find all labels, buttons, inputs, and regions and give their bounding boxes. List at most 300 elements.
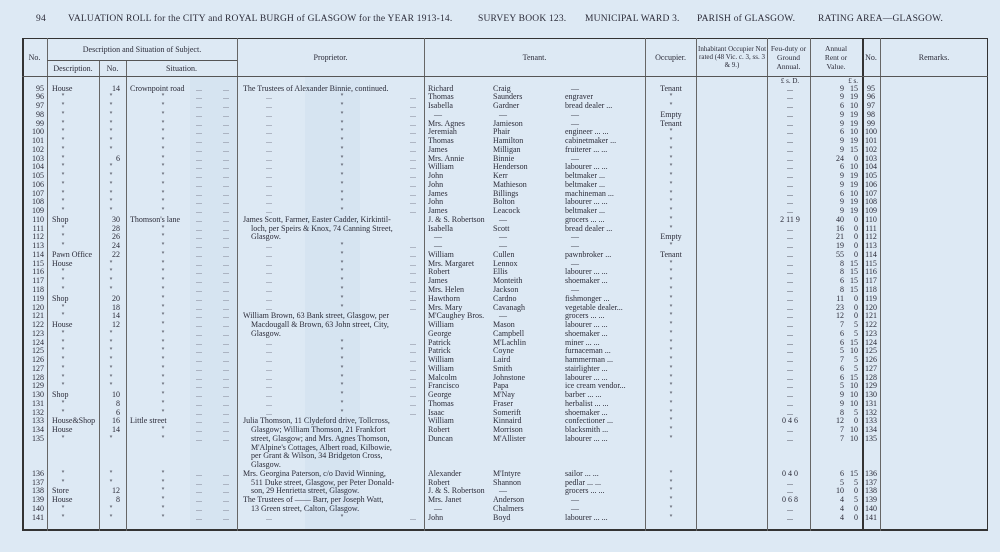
description: ": [61, 328, 65, 338]
proprietor: street, Glasgow; and Mrs. Agnes Thomson,: [251, 433, 390, 443]
occupier: ": [669, 381, 673, 391]
occupier: ": [669, 206, 673, 216]
entry-number: 134: [32, 425, 44, 435]
tenant-first-name: Robert: [428, 425, 450, 435]
occupier: ": [669, 241, 673, 251]
tenant-surname: Papa: [493, 381, 509, 391]
situation: ": [161, 127, 165, 137]
table-row: [0, 320, 1000, 329]
rent-pounds: 5: [840, 346, 844, 356]
situation: ": [161, 284, 165, 294]
feu-duty: 2 11 9: [780, 214, 800, 224]
tenant-first-name: Mrs. Helen: [428, 284, 464, 294]
situation: ": [161, 223, 165, 233]
leader-dots: ...: [196, 171, 202, 181]
rent-pounds: 4: [840, 512, 844, 522]
feu-duty: ...: [787, 232, 793, 242]
rent-shillings: 0: [854, 486, 858, 496]
tenant-occupation: stairlighter ...: [565, 363, 608, 373]
feu-duty: ...: [787, 512, 793, 522]
tenant-occupation: engineer ... ...: [565, 127, 609, 137]
entry-number-right: 141: [865, 512, 877, 522]
entry-number: 117: [32, 276, 44, 286]
header-inhabitant-occupier: Inhabitant Occupier Not rated (48 Vic. c. 3, ss. 3 & 9.): [697, 45, 767, 69]
rent-shillings: 0: [854, 302, 858, 312]
entry-number-right: 104: [865, 162, 877, 172]
description: ": [61, 241, 65, 251]
description: ": [61, 337, 65, 347]
house-number: ": [109, 197, 113, 207]
tenant-surname: —: [499, 109, 507, 119]
rent-pounds: 9: [840, 197, 844, 207]
rent-shillings: 15: [850, 468, 858, 478]
house-number: 22: [112, 249, 120, 259]
rent-pounds: 10: [836, 486, 844, 496]
table-row: [0, 294, 1000, 303]
occupier: ": [669, 363, 673, 373]
entry-number: 97: [36, 101, 44, 111]
leader-dots: ...: [410, 337, 416, 347]
leader-dots: ...: [266, 162, 272, 172]
table-row: [0, 425, 1000, 434]
proprietor: Mrs. Georgina Paterson, c/o David Winning,: [243, 468, 386, 478]
entry-number-right: 111: [865, 223, 877, 233]
leader-dots: ...: [223, 153, 229, 163]
leader-dots: ...: [196, 398, 202, 408]
leader-dots: ...: [410, 144, 416, 154]
rent-pounds: 9: [840, 136, 844, 146]
description: ": [61, 407, 65, 417]
table-row: [0, 119, 1000, 128]
leader-dots: ...: [196, 390, 202, 400]
description: ": [61, 503, 65, 513]
tenant-surname: Henderson: [493, 162, 528, 172]
description: ": [61, 381, 65, 391]
leader-dots: ...: [223, 433, 229, 443]
house-number: ": [109, 328, 113, 338]
header-number: No.: [106, 63, 119, 73]
house-number: ": [109, 258, 113, 268]
leader-dots: ...: [223, 214, 229, 224]
occupier: ": [669, 92, 673, 102]
situation: Little street: [130, 416, 167, 426]
occupier: ": [669, 372, 673, 382]
leader-dots: ...: [410, 512, 416, 522]
leader-dots: ...: [223, 232, 229, 242]
situation: ": [161, 495, 165, 505]
rent-shillings: 0: [854, 293, 858, 303]
house-number: ": [109, 372, 113, 382]
leader-dots: ...: [266, 407, 272, 417]
leader-dots: ...: [223, 83, 229, 93]
leader-dots: ...: [196, 503, 202, 513]
table-row: [0, 478, 1000, 487]
rent-pounds: 9: [840, 390, 844, 400]
proprietor: ": [340, 197, 344, 207]
table-row: [0, 373, 1000, 382]
tenant-surname: Mason: [493, 320, 515, 330]
rent-shillings: 15: [850, 83, 858, 93]
feu-units: £ s. D.: [780, 77, 800, 85]
tenant-surname: Morrison: [493, 425, 523, 435]
leader-dots: ...: [223, 284, 229, 294]
entry-number: 139: [32, 495, 44, 505]
rent-shillings: 19: [850, 206, 858, 216]
table-row: [0, 451, 1000, 460]
tenant-occupation: labourer ... ...: [565, 372, 608, 382]
entry-number: 110: [32, 214, 44, 224]
house-number: 24: [112, 241, 120, 251]
house-number: ": [109, 355, 113, 365]
leader-dots: ...: [266, 136, 272, 146]
leader-dots: ...: [410, 197, 416, 207]
leader-dots: ...: [196, 179, 202, 189]
house-number: ": [109, 363, 113, 373]
table-row: [0, 416, 1000, 425]
tenant-first-name: Patrick: [428, 337, 451, 347]
table-row: [0, 145, 1000, 154]
leader-dots: ...: [410, 258, 416, 268]
rent-pounds: 6: [840, 162, 844, 172]
situation: ": [161, 477, 165, 487]
tenant-occupation: beltmaker ...: [565, 171, 605, 181]
leader-dots: ...: [223, 276, 229, 286]
header-description: Description.: [53, 63, 93, 73]
tenant-occupation: herbalist ... ...: [565, 398, 609, 408]
leader-dots: ...: [196, 188, 202, 198]
feu-duty: ...: [787, 284, 793, 294]
proprietor: ": [340, 109, 344, 119]
entry-number-right: 136: [865, 468, 877, 478]
leader-dots: ...: [196, 495, 202, 505]
proprietor: ": [340, 363, 344, 373]
description: Pawn Office: [52, 249, 93, 259]
entry-number-right: 116: [865, 267, 877, 277]
rent-pounds: 40: [836, 214, 844, 224]
tenant-surname: Boyd: [493, 512, 511, 522]
tenant-occupation: labourer ... ...: [565, 162, 608, 172]
entry-number-right: 102: [865, 144, 877, 154]
feu-duty: ...: [787, 320, 793, 330]
rent-pounds: 8: [840, 267, 844, 277]
tenant-surname: Cardno: [493, 293, 517, 303]
leader-dots: ...: [410, 381, 416, 391]
entry-number-right: 122: [865, 320, 877, 330]
leader-dots: ...: [410, 363, 416, 373]
header-remarks: Remarks.: [918, 52, 950, 62]
leader-dots: ...: [223, 407, 229, 417]
parish: PARISH of GLASGOW.: [697, 14, 796, 24]
leader-dots: ...: [196, 346, 202, 356]
rent-shillings: 15: [850, 144, 858, 154]
proprietor: per Grant & Wilson, 34 Bridgeton Cross,: [251, 451, 383, 461]
tenant-first-name: Robert: [428, 267, 450, 277]
rent-shillings: 10: [850, 381, 858, 391]
tenant-first-name: —: [434, 232, 442, 242]
situation: ": [161, 302, 165, 312]
tenant-first-name: William: [428, 249, 454, 259]
tenant-first-name: Richard: [428, 83, 454, 93]
leader-dots: ...: [223, 398, 229, 408]
leader-dots: ...: [196, 153, 202, 163]
tenant-surname: Smith: [493, 363, 513, 373]
rent-shillings: 15: [850, 337, 858, 347]
house-number: ": [109, 346, 113, 356]
table-row: [0, 460, 1000, 469]
rent-shillings: 10: [850, 188, 858, 198]
table-row: [0, 346, 1000, 355]
feu-duty: ...: [787, 241, 793, 251]
leader-dots: ...: [410, 372, 416, 382]
leader-dots: ...: [410, 407, 416, 417]
entry-number: 128: [32, 372, 44, 382]
description: Shop: [52, 390, 69, 400]
tenant-surname: Kerr: [493, 171, 508, 181]
rent-shillings: 5: [854, 328, 858, 338]
table-row: [0, 84, 1000, 93]
leader-dots: ...: [410, 398, 416, 408]
table-row: [0, 154, 1000, 163]
description: ": [61, 276, 65, 286]
occupier: ": [669, 267, 673, 277]
house-number: 14: [112, 425, 120, 435]
entry-number: 116: [32, 267, 44, 277]
rent-shillings: 5: [854, 407, 858, 417]
entry-number: 130: [32, 390, 44, 400]
occupier: ": [669, 433, 673, 443]
entry-number-right: 95: [867, 83, 875, 93]
proprietor: 13 Green street, Calton, Glasgow.: [251, 503, 360, 513]
leader-dots: ...: [196, 197, 202, 207]
rent-shillings: 19: [850, 179, 858, 189]
occupier: ": [669, 468, 673, 478]
leader-dots: ...: [410, 276, 416, 286]
tenant-occupation: engraver: [565, 92, 593, 102]
leader-dots: ...: [223, 302, 229, 312]
rent-shillings: 10: [850, 101, 858, 111]
rent-pounds: 6: [840, 188, 844, 198]
tenant-occupation: barber ... ...: [565, 390, 602, 400]
feu-duty: ...: [787, 433, 793, 443]
proprietor: ": [340, 267, 344, 277]
tenant-first-name: Jeremiah: [428, 127, 457, 137]
tenant-first-name: Francisco: [428, 381, 460, 391]
rent-shillings: 15: [850, 372, 858, 382]
rent-pounds: 9: [840, 144, 844, 154]
table-row: [0, 276, 1000, 285]
tenant-surname: Jackson: [493, 284, 519, 294]
house-number: ": [109, 118, 113, 128]
leader-dots: ...: [266, 249, 272, 259]
table-row: [0, 390, 1000, 399]
feu-duty: ...: [787, 503, 793, 513]
description: ": [61, 109, 65, 119]
leader-dots: ...: [223, 249, 229, 259]
tenant-first-name: William: [428, 416, 454, 426]
rent-shillings: 10: [850, 346, 858, 356]
situation: ": [161, 486, 165, 496]
leader-dots: ...: [223, 486, 229, 496]
proprietor: Macdougall & Brown, 63 John street, City,: [251, 320, 389, 330]
situation: ": [161, 337, 165, 347]
rent-pounds: 4: [840, 495, 844, 505]
rent-pounds: 5: [840, 477, 844, 487]
tenant-surname: Laird: [493, 355, 511, 365]
leader-dots: ...: [223, 416, 229, 426]
tenant-occupation: grocers ... ...: [565, 214, 605, 224]
leader-dots: ...: [266, 346, 272, 356]
rent-shillings: 0: [854, 241, 858, 251]
tenant-occupation: fruiterer ... ...: [565, 144, 608, 154]
tenant-first-name: M'Caughey Bros.: [428, 311, 485, 321]
tenant-first-name: Hawthorn: [428, 293, 460, 303]
leader-dots: ...: [410, 109, 416, 119]
table-row: [0, 434, 1000, 443]
leader-dots: ...: [410, 92, 416, 102]
table-row: [0, 338, 1000, 347]
rent-pounds: 7: [840, 425, 844, 435]
rent-shillings: 19: [850, 118, 858, 128]
rent-shillings: 19: [850, 92, 858, 102]
leader-dots: ...: [410, 118, 416, 128]
tenant-occupation: —: [571, 118, 579, 128]
entry-number: 113: [32, 241, 44, 251]
entry-number-right: 103: [865, 153, 877, 163]
proprietor: ": [340, 136, 344, 146]
proprietor: ": [340, 276, 344, 286]
tenant-surname: Campbell: [493, 328, 525, 338]
proprietor: ": [340, 127, 344, 137]
rent-pounds: 6: [840, 328, 844, 338]
house-number: ": [109, 284, 113, 294]
rent-shillings: 0: [854, 232, 858, 242]
tenant-surname: Johnstone: [493, 372, 525, 382]
proprietor: son, 29 Henrietta street, Glasgow.: [251, 486, 360, 496]
situation: ": [161, 206, 165, 216]
entry-number-right: 140: [865, 503, 877, 513]
leader-dots: ...: [196, 416, 202, 426]
leader-dots: ...: [266, 372, 272, 382]
occupier: ": [669, 179, 673, 189]
rent-shillings: 15: [850, 267, 858, 277]
description: ": [61, 153, 65, 163]
house-number: ": [109, 144, 113, 154]
occupier: ": [669, 153, 673, 163]
proprietor: ": [340, 337, 344, 347]
entry-number-right: 127: [865, 363, 877, 373]
tenant-occupation: labourer ... ...: [565, 197, 608, 207]
proprietor: ": [340, 346, 344, 356]
leader-dots: ...: [223, 381, 229, 391]
situation: ": [161, 101, 165, 111]
tenant-surname: Scott: [493, 223, 510, 233]
entry-number: 96: [36, 92, 44, 102]
leader-dots: ...: [196, 214, 202, 224]
tenant-surname: —: [499, 214, 507, 224]
entry-number: 98: [36, 109, 44, 119]
occupier: ": [669, 503, 673, 513]
house-number: 30: [112, 214, 120, 224]
proprietor: ": [340, 512, 344, 522]
house-number: ": [109, 179, 113, 189]
entry-number: 111: [32, 223, 44, 233]
leader-dots: ...: [266, 337, 272, 347]
rent-shillings: 10: [850, 162, 858, 172]
entry-number-right: 98: [867, 109, 875, 119]
leader-dots: ...: [410, 171, 416, 181]
proprietor: ": [340, 179, 344, 189]
entry-number: 125: [32, 346, 44, 356]
tenant-surname: Leacock: [493, 206, 521, 216]
description: ": [61, 398, 65, 408]
tenant-occupation: labourer ... ...: [565, 267, 608, 277]
tenant-first-name: William: [428, 363, 454, 373]
leader-dots: ...: [223, 188, 229, 198]
proprietor: ": [340, 144, 344, 154]
tenant-surname: M'Lachlin: [493, 337, 526, 347]
rent-pounds: 9: [840, 92, 844, 102]
tenant-surname: Anderson: [493, 495, 525, 505]
tenant-surname: Binnie: [493, 153, 515, 163]
entry-number-right: 120: [865, 302, 877, 312]
leader-dots: ...: [196, 144, 202, 154]
leader-dots: ...: [266, 241, 272, 251]
leader-dots: ...: [223, 258, 229, 268]
rent-pounds: 12: [836, 416, 844, 426]
description: ": [61, 311, 65, 321]
rent-pounds: 11: [836, 293, 844, 303]
occupier: ": [669, 223, 673, 233]
description: ": [61, 179, 65, 189]
description: ": [61, 136, 65, 146]
leader-dots: ...: [223, 109, 229, 119]
entry-number-right: 108: [865, 197, 877, 207]
occupier: ": [669, 188, 673, 198]
proprietor: ": [340, 162, 344, 172]
rent-pounds: 4: [840, 503, 844, 513]
feu-duty: ...: [787, 328, 793, 338]
description: ": [61, 302, 65, 312]
leader-dots: ...: [196, 232, 202, 242]
tenant-surname: —: [499, 311, 507, 321]
entry-number-right: 121: [865, 311, 877, 321]
house-number: ": [109, 503, 113, 513]
description: ": [61, 144, 65, 154]
leader-dots: ...: [223, 372, 229, 382]
survey-book: SURVEY BOOK 123.: [478, 14, 567, 24]
leader-dots: ...: [410, 346, 416, 356]
table-row: [0, 241, 1000, 250]
tenant-surname: Bolton: [493, 197, 515, 207]
leader-dots: ...: [223, 206, 229, 216]
entry-number: 114: [32, 249, 44, 259]
leader-dots: ...: [266, 276, 272, 286]
description: ": [61, 188, 65, 198]
tenant-first-name: Thomas: [428, 136, 454, 146]
leader-dots: ...: [196, 249, 202, 259]
leader-dots: ...: [266, 153, 272, 163]
tenant-surname: M'Intyre: [493, 468, 521, 478]
rent-pounds: 24: [836, 153, 844, 163]
leader-dots: ...: [223, 179, 229, 189]
feu-duty: ...: [787, 223, 793, 233]
entry-number-right: 131: [865, 398, 877, 408]
tenant-occupation: —: [571, 232, 579, 242]
table-row: [0, 215, 1000, 224]
tenant-occupation: bread dealer ...: [565, 223, 613, 233]
table-row: [0, 197, 1000, 206]
tenant-surname: Lennox: [493, 258, 518, 268]
